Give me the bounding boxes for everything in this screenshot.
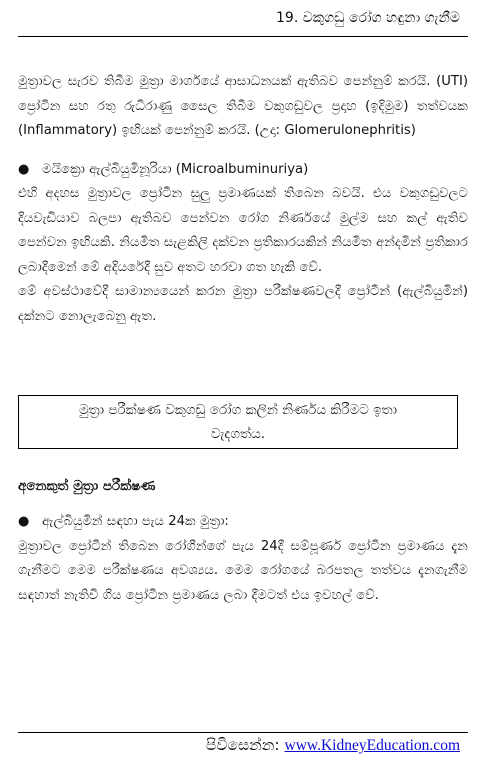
- footer-rule: [18, 732, 468, 733]
- section-1-body: [18, 70, 468, 329]
- header-rule: [18, 36, 468, 37]
- section-2-body: [18, 510, 468, 608]
- paragraph-microalbuminuria: එහි අදහස මුත්‍රාවල ප්‍රෝටීන සුලු ප්‍රමාණයක් තිබෙන බවයි. එය වකුගඩුවලට දියවැඩියාව බලපා ඇතිබව පෙන්වන රෝග නිර්ණයේ මුල්ම සහ කල් ඇතිව පෙන්වන ඉඟියකි. නියමිත සැළකිලි දක්වන ප්‍රතිකාරයකින් නියමිත අන්දමින් ප්‍රතිකාර ලබාදීමෙන් මේ අදියරේදී සුව අතට හරවා ගත හැකි වේ.: [18, 186, 468, 275]
- footer: [206, 736, 460, 755]
- footer-link[interactable]: www.KidneyEducation.com: [284, 737, 460, 754]
- paragraph-uti: මුත්‍රාවල සැරව තිබීම මුත්‍රා මාර්ගයේ ආසාධනයක් ඇතිබව පෙන්නුම් කරයි. (UTI) ප්‍රෝටීන සහ රතු රුධිරාණු සෛල තිබීම වකුගඩුවල ප්‍රදාහ (ඉදිමුම) තත්වයක (Inflammatory) ඉඟියක් පෙන්නුම් කරයි. (උදා: Glomerulonephritis): [18, 74, 468, 138]
- bullet-label: මයික්‍රො ඇල්බියුමිනූරියා (Microalbuminuriya): [42, 161, 309, 177]
- bullet-icon: ●: [18, 161, 30, 177]
- paragraph-routine-tests: මේ අවස්ථාවේදී සාමාන්‍යයෙන් කරන මුත්‍රා පරීක්ෂණවලදී ප්‍රෝටීන් (ඇල්බියුමින්) දක්නට නොලැබෙනු ඇත.: [18, 284, 468, 324]
- paragraph-24h-urine: මුත්‍රාවල ප්‍රෝටීන් තිබෙන රෝගීන්ගේ පැය 24දී සම්පූර්ණ ප්‍රෝටීන ප්‍රමාණය දැන ගැනීමට මෙම පරීක්ෂණය අවශ්‍යය. මෙම රෝගයේ බරපතල තත්වය දැනගැනීම සඳහාත් නැතිවී ගිය ප්‍රෝටීන ප්‍රමාණය ලබා දීමටත් එය ඉවහල් වේ.: [18, 538, 468, 603]
- bullet-label: ඇල්බියුමින් සඳහා පැය 24ක මුත්‍රා:: [42, 514, 229, 529]
- callout-text: මුත්‍රා පරීක්ෂණ වකුගඩු රෝග කලින් නිර්ණය කිරීමට ඉතා වැදගත්ය.: [78, 402, 398, 442]
- section-heading: අනෙකුත් මුත්‍රා පරීක්ෂණ: [18, 478, 156, 494]
- footer-label: පිවිසෙන්න:: [205, 736, 280, 754]
- bullet-24h-urine: [18, 510, 468, 535]
- page-header-title: 19. වකුගඩු රෝග හඳුනා ගැනීම: [276, 10, 460, 26]
- bullet-icon: ●: [18, 514, 30, 529]
- bullet-microalbuminuria: [18, 158, 468, 183]
- callout-box: [18, 395, 458, 449]
